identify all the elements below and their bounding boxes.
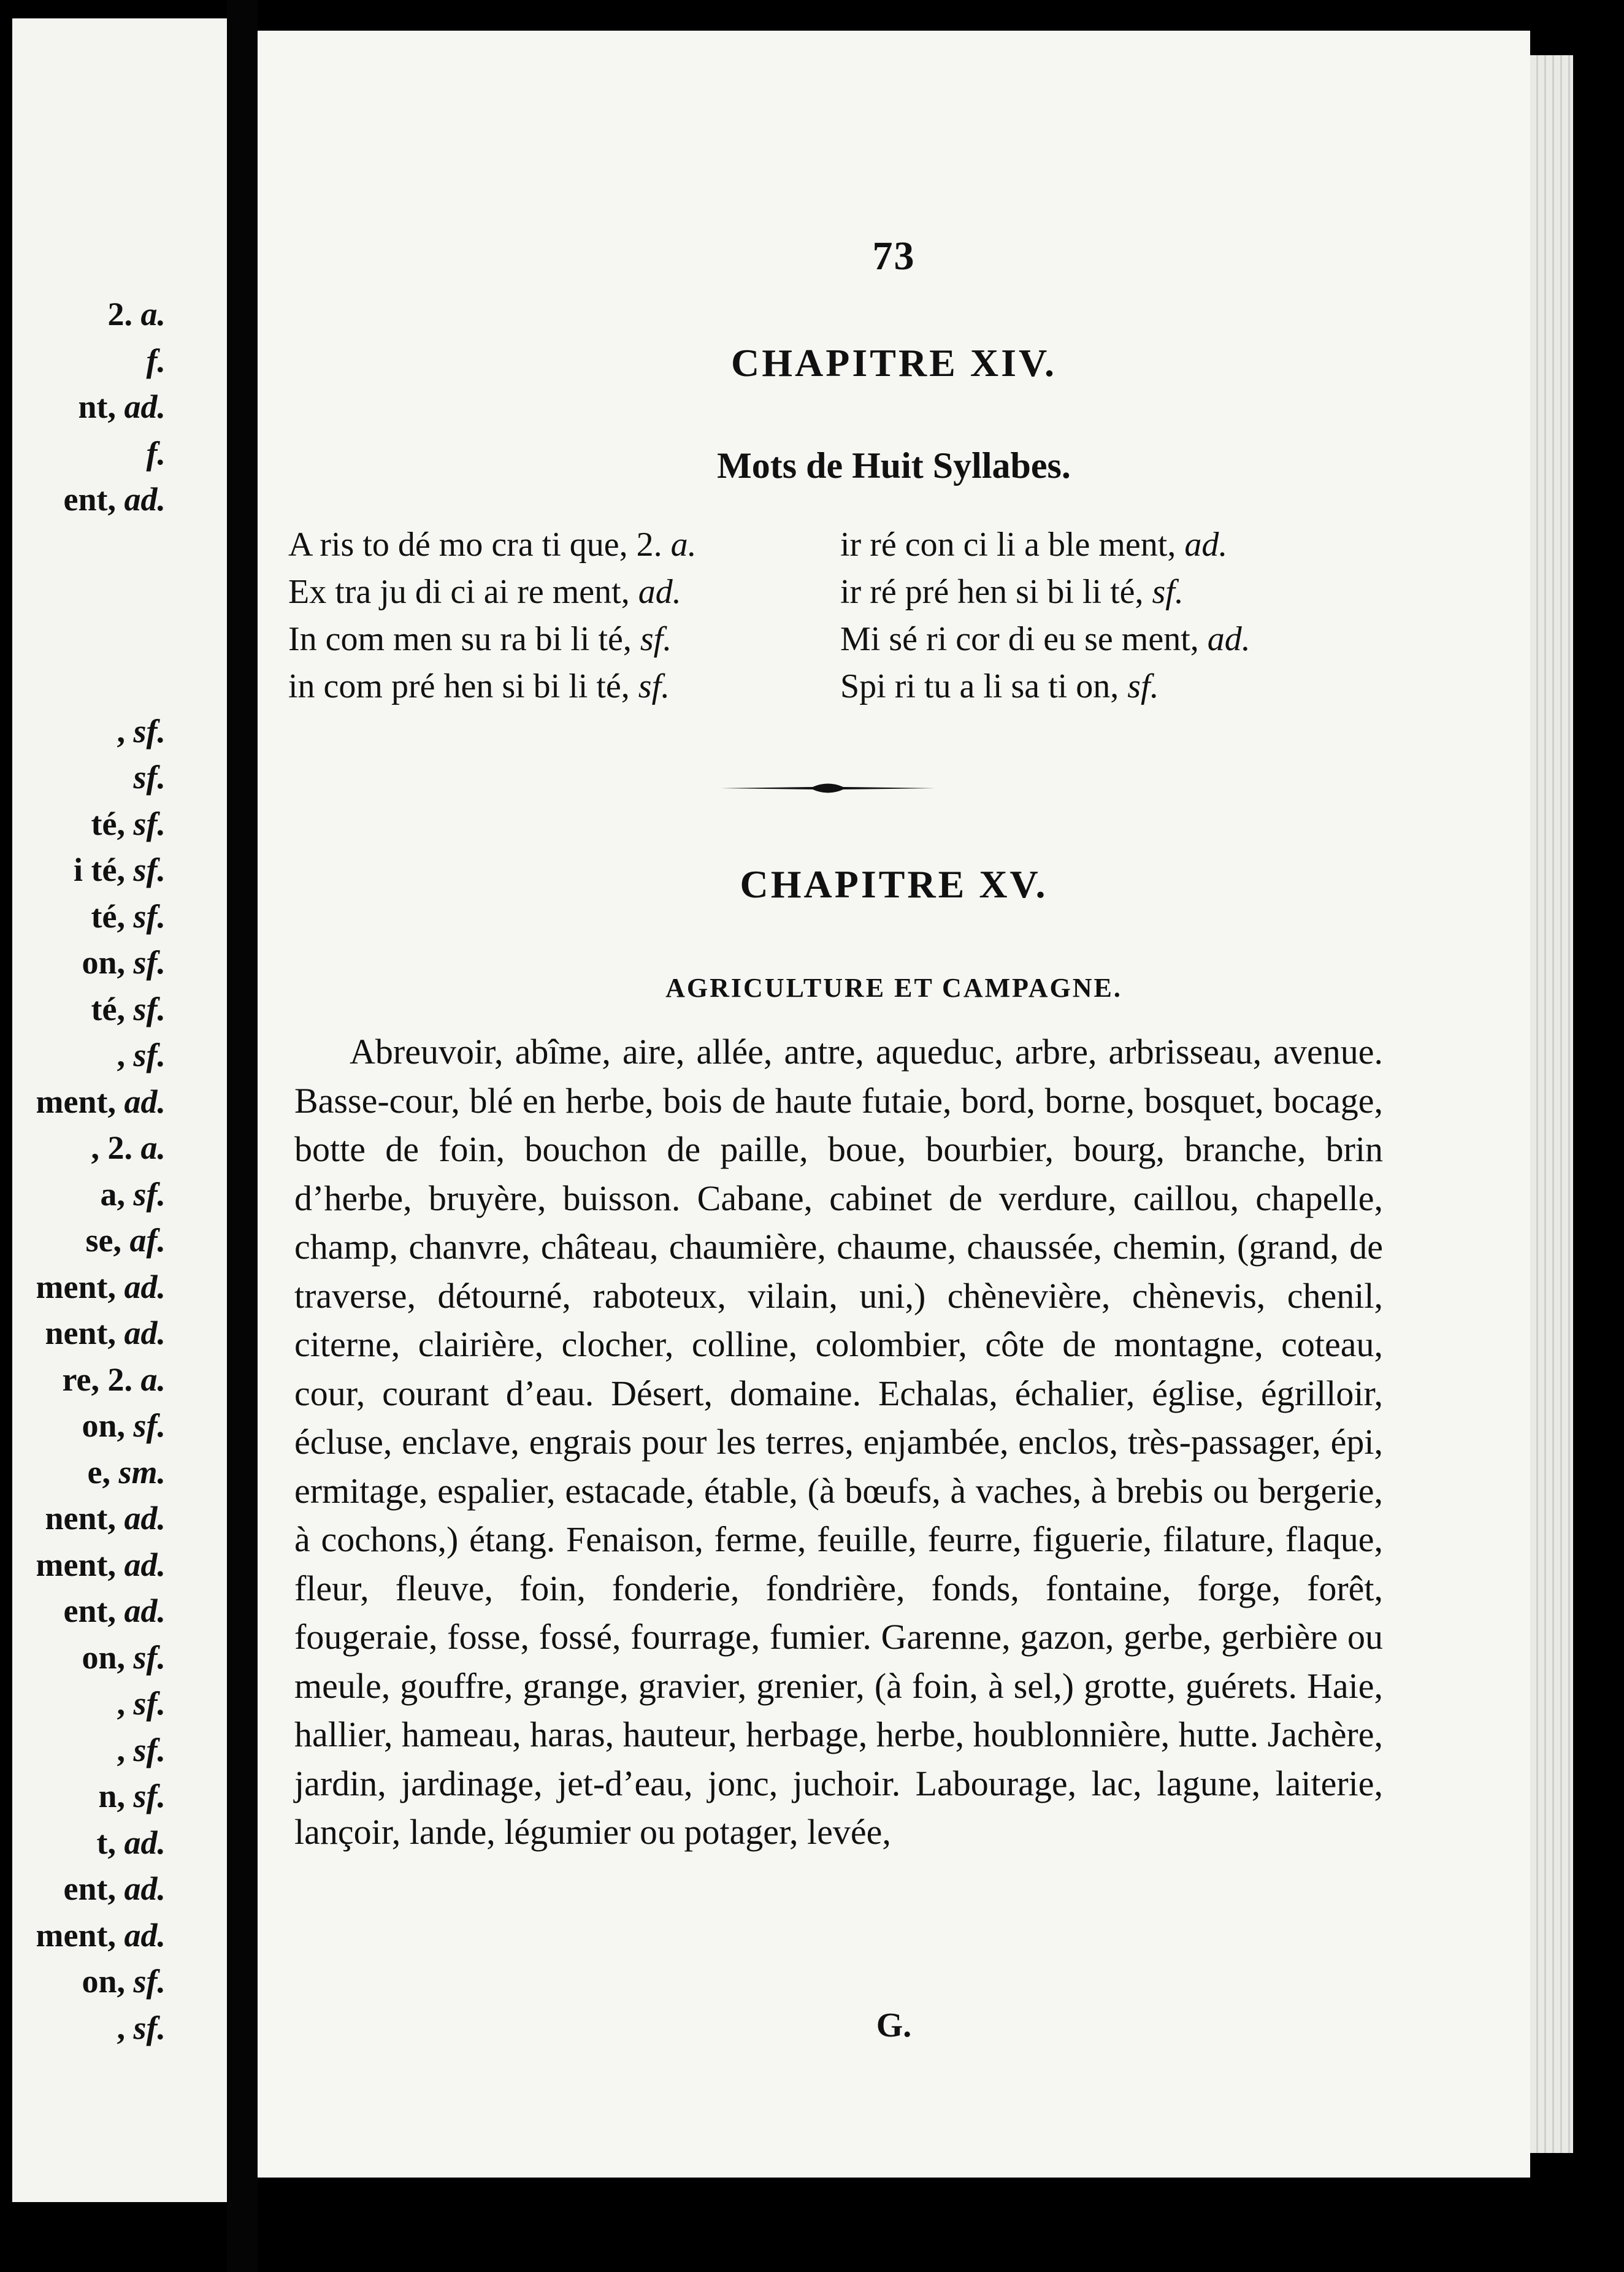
facing-line: re, 2. a. [62,1361,166,1398]
section-title: AGRICULTURE ET CAMPAGNE. [665,973,1122,1003]
facing-line: n, sf. [98,1778,166,1814]
word-entry: A ris to dé mo cra ti que, 2. a. [288,526,697,564]
facing-line: , sf. [117,1685,166,1722]
word-entry: In com men su ra bi li té, sf. [288,620,672,658]
facing-line: on, sf. [82,1963,166,2000]
facing-line: ment, ad. [36,1546,166,1583]
facing-line [12,569,166,616]
facing-line: , sf. [117,1731,166,1768]
chapter-body-text: Abreuvoir, abîme, aire, allée, antre, aqueduc, arbre, arbrisseau, avenue. Basse-cour, blé en herbe, bois de haute futaie, bord, borne, bosquet, bocage, botte de foin, bouchon de paille, boue, bourbier, bourg, branche, brin d’herbe, bruyère, buisson. Cabane, cabinet de verdure, caillou, chapelle, champ, chanvre, château, chaumière, chaume, chaussée, chemin, (grand, de traverse, détourné, raboteux, vilain, uni,) chènevière, chènevis, chenil, citerne, clairière, clocher, colline, colombier, côte de montagne, coteau, cour, courant d’eau. Désert, domaine. Echalas, échalier, église, égrilloir, écluse, enclave, engrais pour les terres, enjambée, enclos, très-passager, épi, ermitage, espalier, estacade, étable, (à bœufs, à vaches, à brebis ou bergerie, à cochons,) étang. Fenaison, ferme, feuille, feurre, figuerie, filature, flaque, fleur, fleuve, foin, fonderie, fondrière, fonds, fontaine, forge, forêt, fougeraie, fosse, fossé, fourrage, fumier. Garenne, gazon, gerbe, gerbière ou meule, gouffre, grange, gravier, grenier, (à foin, à sel,) grotte, guérets. Haie, hallier, hameau, haras, hauteur, herbage, herbe, houblonnière, hutte. Jachère, jardin, jardinage, jet-d’eau, jonc, juchoir. Labourage, lac, lagune, laiterie, lançoir, lande, légumier ou potager, levée, [294,1032,1383,1852]
word-entry: Ex tra ju di ci ai re ment, ad. [288,573,681,611]
facing-line: ent, ad. [63,1592,166,1629]
facing-line: ent, ad. [63,481,166,518]
facing-line: on, sf. [82,1407,166,1444]
facing-line: t, ad. [96,1824,166,1861]
chapter-subtitle: Mots de Huit Syllabes. [717,445,1071,486]
facing-line: a, sf. [100,1175,166,1213]
book-page [258,31,1530,2178]
ornamental-divider [721,780,935,796]
facing-line: nent, ad. [45,1500,166,1537]
page-number: 73 [872,234,916,278]
chapter-title-xv: CHAPITRE XV. [740,862,1048,906]
facing-line: se, af. [85,1222,166,1259]
word-entry: Mi sé ri cor di eu se ment, ad. [840,620,1251,658]
facing-line: , sf. [117,1037,166,1073]
facing-line: i té, sf. [74,851,166,888]
facing-line: nent, ad. [45,1314,166,1351]
facing-line [12,523,166,570]
facing-line: ment, ad. [36,1268,166,1305]
facing-line: té, sf. [91,897,166,935]
facing-line: ment, ad. [36,1083,166,1120]
facing-line [12,662,166,708]
word-entry: in com pré hen si bi li té, sf. [288,667,670,705]
word-entry: ir ré pré hen si bi li té, sf. [840,573,1184,611]
facing-line: on, sf. [82,1638,166,1676]
facing-line: , sf. [117,712,166,750]
facing-line: on, sf. [82,944,166,981]
signature-mark: G. [876,2006,912,2044]
facing-line: e, sm. [87,1453,166,1491]
facing-line: sf. [133,759,166,796]
facing-line: té, sf. [91,805,166,842]
facing-page [12,18,227,2202]
facing-line: 2. a. [107,296,166,332]
word-entry: ir ré con ci li a ble ment, ad. [840,526,1228,564]
facing-line: ment, ad. [36,1916,166,1954]
facing-line: , 2. a. [91,1129,166,1166]
facing-line: , sf. [117,2009,166,2046]
word-entry: Spi ri tu a li sa ti on, sf. [840,667,1159,705]
chapter-title-xiv: CHAPITRE XIV. [731,341,1057,385]
facing-line: té, sf. [91,990,166,1027]
book-gutter [227,0,258,2272]
facing-line: f. [146,342,166,379]
word-list [288,521,1441,710]
page-edges [1530,55,1573,2153]
facing-line: ent, ad. [63,1870,166,1907]
facing-line: f. [146,434,166,472]
facing-line: nt, ad. [78,388,166,425]
facing-line [12,616,166,662]
facing-page-column [12,291,166,2051]
